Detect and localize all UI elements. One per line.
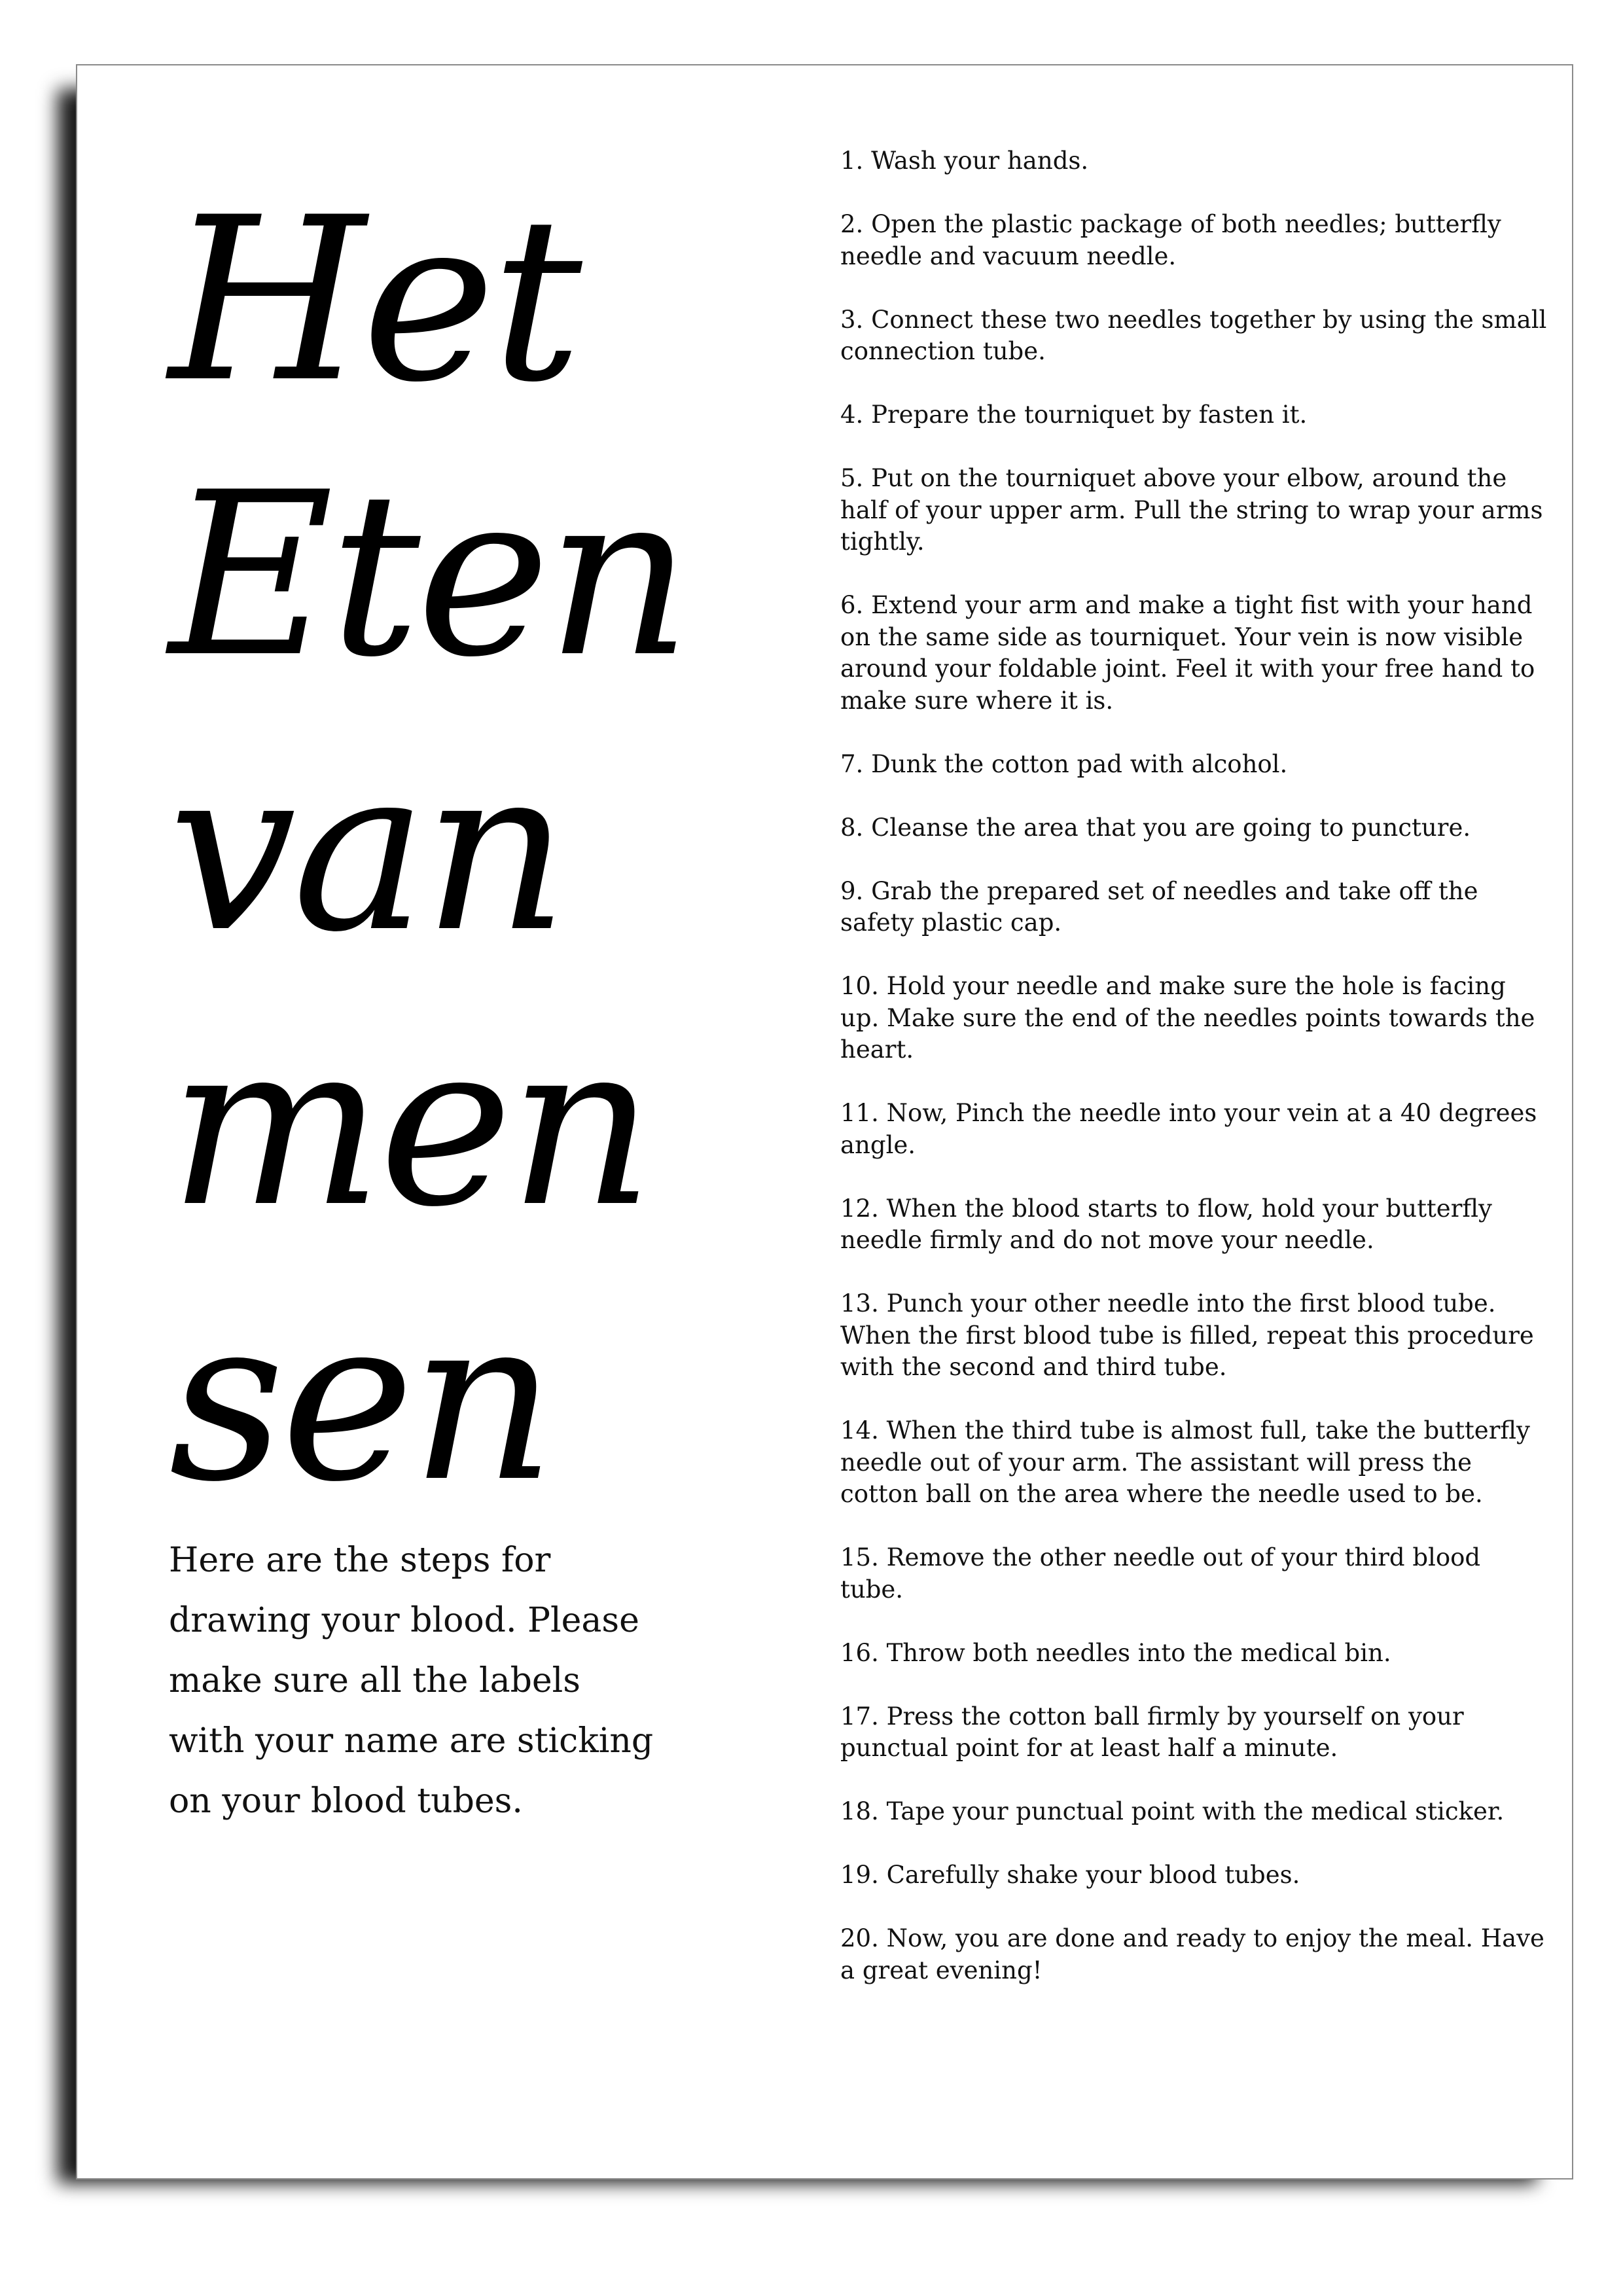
step-item: 14. When the third tube is almost full, take the butterfly needle out of your arm. The assistant will press the cotton ball on the area where the needle used to be.: [840, 1416, 1530, 1508]
page-title: [169, 164, 758, 1538]
step-item: 8. Cleanse the area that you are going to puncture.: [840, 813, 1471, 842]
step-item: 7. Dunk the cotton pad with alcohol.: [840, 749, 1288, 778]
step-item: 9. Grab the prepared set of needles and take off the safety plastic cap.: [840, 876, 1478, 937]
step-item: 12. When the blood starts to flow, hold your butterfly needle firmly and do not move your needle.: [840, 1194, 1492, 1254]
step-item: 17. Press the cotton ball firmly by yourself on your punctual point for at least half a minute.: [840, 1702, 1464, 1762]
step-item: 10. Hold your needle and make sure the hole is facing up. Make sure the end of the needles points towards the heart.: [840, 972, 1535, 1064]
step-item: 11. Now, Pinch the needle into your vein at a 40 degrees angle.: [840, 1099, 1537, 1159]
step-item: 16. Throw both needles into the medical bin.: [840, 1638, 1391, 1667]
title-line-4: men: [169, 994, 651, 1257]
title-line-5: sen: [169, 1269, 552, 1532]
step-item: 6. Extend your arm and make a tight fist with your hand on the same side as tourniquet. Your vein is now visible around your foldable joint. Feel it with your free hand to make sure where it is.: [840, 591, 1535, 715]
document-page: [76, 64, 1573, 2179]
step-item: 20. Now, you are done and ready to enjoy the meal. Have a great evening!: [840, 1924, 1544, 1984]
title-line-3: van: [169, 719, 565, 982]
step-item: 18. Tape your punctual point with the medical sticker.: [840, 1797, 1505, 1825]
steps-list: [840, 145, 1547, 2018]
step-item: 2. Open the plastic package of both needles; butterfly needle and vacuum needle.: [840, 210, 1501, 270]
step-item: 3. Connect these two needles together by using the small connection tube.: [840, 305, 1547, 365]
intro-paragraph: Here are the steps for drawing your blood. Please make sure all the labels with your name are sticking on your blood tubes.: [169, 1541, 654, 1821]
title-line-2: Eten: [169, 444, 688, 707]
step-item: 15. Remove the other needle out of your third blood tube.: [840, 1543, 1481, 1604]
step-item: 4. Prepare the tourniquet by fasten it.: [840, 401, 1308, 429]
step-item: 5. Put on the tourniquet above your elbow, around the half of your upper arm. Pull the string to wrap your arms tightly.: [840, 464, 1543, 556]
step-item: 19. Carefully shake your blood tubes.: [840, 1861, 1300, 1889]
title-line-1: Het: [169, 170, 579, 432]
step-item: 1. Wash your hands.: [840, 147, 1089, 175]
step-item: 13. Punch your other needle into the first blood tube. When the first blood tube is filled, repeat this procedure with the second and third tube.: [840, 1289, 1534, 1381]
